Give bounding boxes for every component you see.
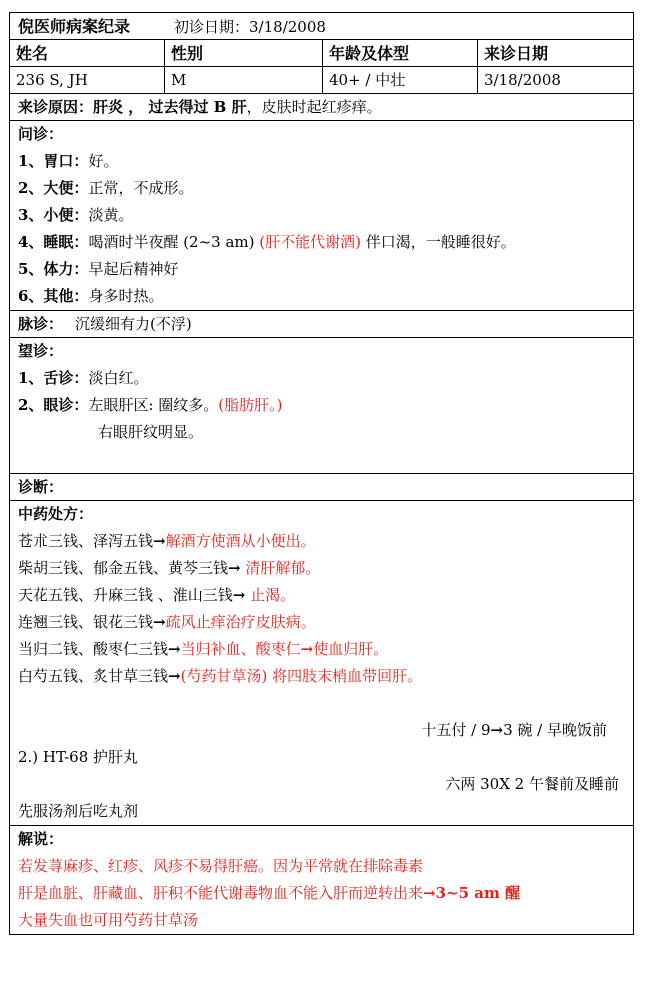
observe-section [10, 338, 633, 474]
visit-reason [10, 94, 633, 121]
header-visit-date: 来诊日期 [484, 44, 549, 63]
diagnosis-section: 诊断： [10, 474, 633, 501]
header-sex: 性别 [165, 40, 323, 66]
header-age-build: 年龄及体型 [323, 40, 478, 66]
arrow-icon: → [153, 532, 166, 550]
inquiry-item: 1、胃口：好。 [18, 152, 119, 170]
visit-reason-text: ，皮肤时起红疹痒。 [246, 98, 382, 116]
first-visit-date: 初诊日期：3/18/2008 [174, 18, 326, 36]
record-title-row [10, 13, 633, 40]
arrow-icon: → [232, 586, 246, 604]
prescription-line: 白芍五钱、炙甘草三钱→(芍药甘草汤) 将四肢末梢血带回肝。 [18, 667, 423, 685]
inquiry-item: 6、其他：身多时热。 [18, 287, 164, 305]
arrow-icon: → [168, 640, 181, 658]
pill-prescription: 2.) HT-68 护肝丸 [18, 748, 139, 766]
patient-table-header [10, 40, 633, 67]
arrow-icon: → [490, 721, 504, 739]
medical-record [9, 12, 634, 935]
explain-line: 大量失血也可用芍药甘草汤 [18, 911, 199, 929]
header-name: 姓名 [10, 40, 165, 66]
prescription-line: 天花五钱、升麻三钱 、淮山三钱→ 止渴。 [18, 586, 296, 604]
inquiry-item: 3、小便：淡黄。 [18, 206, 134, 224]
observe-title: 望诊： [18, 342, 64, 360]
explain-line: 肝是血脏、肝藏血、肝积不能代谢毒物血不能入肝而逆转出来→3~5 am 醒 [18, 884, 521, 902]
dosage-pill: 六两 30X 2 午餐前及睡前 [445, 775, 619, 793]
prescription-section [10, 501, 633, 826]
dosage-decoction: 十五付 / 9→3 碗 / 早晚饭前 [421, 721, 607, 739]
explain-title: 解说： [18, 830, 64, 848]
eye-diagnosis: 2、眼诊：左眼肝区: 圈纹多。(脂肪肝。) [18, 396, 283, 414]
inquiry-item: 4、睡眠：喝酒时半夜醒 (2~3 am) (肝不能代谢酒) 伴口渴，一般睡很好。 [18, 233, 516, 251]
inquiry-item: 2、大便：正常，不成形。 [18, 179, 194, 197]
inquiry-title: 问诊： [18, 125, 64, 143]
arrow-icon: → [168, 667, 181, 685]
spacer [10, 690, 633, 717]
explain-line: 若发荨麻疹、红疹、风疹不易得肝癌。因为平常就在排除毒素 [18, 857, 424, 875]
arrow-icon: → [228, 559, 241, 577]
patient-table-values [10, 67, 633, 94]
pulse-section [10, 311, 633, 338]
value-sex: M [165, 67, 323, 93]
prescription-line: 当归二钱、酸枣仁三钱→当归补血、酸枣仁→使血归肝。 [18, 640, 389, 658]
inquiry-section [10, 121, 633, 311]
tongue-diagnosis: 1、舌诊：淡白红。 [18, 369, 149, 387]
arrow-icon: → [300, 640, 314, 658]
value-name: 236 S, JH [10, 67, 165, 93]
pulse-label: 脉诊： [18, 315, 64, 333]
explain-section [10, 826, 633, 934]
pulse-text: 沉缓细有力(不浮) [75, 315, 192, 333]
prescription-line: 柴胡三钱、郁金五钱、黄芩三钱→ 清肝解郁。 [18, 559, 321, 577]
value-visit-date: 3/18/2008 [484, 71, 561, 89]
prescription-line: 连翘三钱、银花三钱→疏风止痒治疗皮肤病。 [18, 613, 316, 631]
record-title: 倪医师病案纪录 [18, 17, 131, 36]
prescription-title: 中药处方： [18, 505, 94, 523]
visit-reason-label: 来诊原因： [18, 98, 94, 116]
prescription-line: 苍朮三钱、泽泻五钱→解酒方使酒从小便出。 [18, 532, 316, 550]
inquiry-item: 5、体力：早起后精神好 [18, 260, 179, 278]
prescription-note: 先服汤剂后吃丸剂 [18, 802, 139, 820]
arrow-icon: → [153, 613, 166, 631]
arrow-icon: → [423, 884, 436, 902]
visit-reason-bold: 肝炎 ， 过去得过 B 肝 [93, 98, 247, 116]
value-age-build: 40+ / 中壮 [323, 67, 478, 93]
eye-diagnosis-right: 右眼肝纹明显。 [98, 423, 204, 441]
